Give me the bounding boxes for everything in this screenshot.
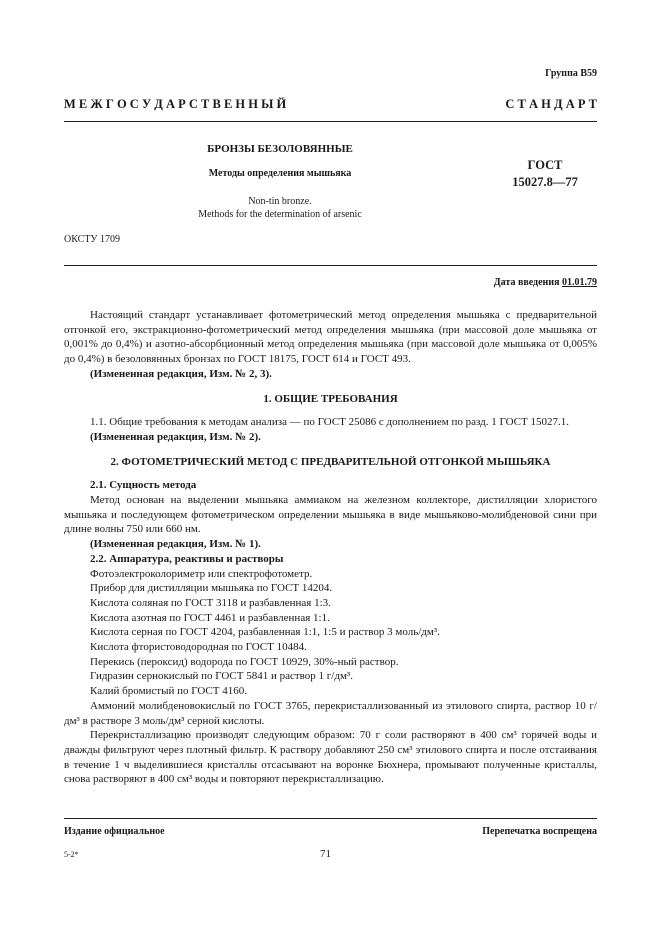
reprint-note: Перепечатка воспрещена (482, 826, 597, 837)
doc-subtitle-en: Methods for the determination of arsenic (198, 209, 362, 220)
doc-title-en: Non-tin bronze. (248, 196, 312, 207)
list-item: Кислота соляная по ГОСТ 3118 и разбавленная 1:3. (90, 596, 331, 609)
gost-code: 15027.8—77 (512, 175, 578, 189)
standard-banner (64, 97, 597, 112)
date-label: Дата введения (493, 277, 562, 288)
document-body (64, 308, 597, 787)
subsection-heading: 2.1. Сущность метода (90, 479, 197, 492)
revision-note: (Измененная редакция, Изм. № 1). (90, 538, 261, 551)
list-item: Калий бромистый по ГОСТ 4160. (90, 685, 247, 698)
print-mark: 5-2* (64, 850, 79, 859)
banner-right: С Т А Н Д А Р Т (505, 97, 597, 111)
list-item: Кислота серная по ГОСТ 4204, разбавленная 1:1, 1:5 и раствор 3 моль/дм³. (90, 626, 440, 639)
doc-title: БРОНЗЫ БЕЗОЛОВЯННЫЕ (207, 143, 353, 155)
gost-number (495, 157, 595, 191)
paragraph: 1.1. Общие требования к методам анализа — по ГОСТ 25086 с дополнением по разд. 1 ГОСТ 15027.1. (90, 416, 569, 429)
paragraph: Аммоний молибденовокислый по ГОСТ 3765, перекристаллизованный из этилового спирта, раствор 10 г/дм³ в растворе 3 моль/дм³ серной кислоты. (64, 699, 597, 727)
banner-left: М Е Ж Г О С У Д А Р С Т В Е Н Н Ы Й (64, 97, 287, 111)
list-item: Фотоэлектроколориметр или спектрофотометр. (90, 567, 313, 580)
footer-rule (64, 818, 597, 819)
paragraph: Перекристаллизацию производят следующим образом: 70 г соли растворяют в 400 см³ горячей воды и дважды фильтруют через плотный фильтр. К раствору добавляют 250 см³ этилового спирта и после отстаивания в течение 1 ч выделившиеся кристаллы отсасывают на воронке Бюхнера, промывают полученные кристаллы, снова растворяют в 400 см³ воды и повторяют перекристаллизацию. (64, 729, 597, 786)
date-value: 01.01.79 (562, 277, 597, 288)
list-item: Прибор для дистилляции мышьяка по ГОСТ 14204. (90, 582, 333, 595)
section-heading: 1. ОБЩИЕ ТРЕБОВАНИЯ (263, 392, 398, 405)
effective-date (494, 277, 597, 288)
paragraph: Метод основан на выделении мышьяка аммиаком на железном коллекторе, дистилляции хлористого мышьяка и последующем фотометрическом определении мышьяка в виде мышьяково-молибденовой сини при длине волны 750 или 660 нм. (64, 494, 597, 536)
subsection-heading: 2.2. Аппаратура, реактивы и растворы (90, 552, 284, 565)
page-number: 71 (320, 848, 331, 860)
revision-note: (Измененная редакция, Изм. № 2). (90, 430, 261, 443)
gost-label: ГОСТ (527, 158, 563, 172)
section-heading: 2. ФОТОМЕТРИЧЕСКИЙ МЕТОД С ПРЕДВАРИТЕЛЬНОЙ ОТГОНКОЙ МЫШЬЯКА (110, 455, 551, 468)
header-rule (64, 121, 597, 122)
list-item: Кислота азотная по ГОСТ 4461 и разбавленная 1:1. (90, 611, 330, 624)
group-code: Группа B59 (545, 68, 597, 79)
list-item: Перекись (пероксид) водорода по ГОСТ 10929, 30%-ный раствор. (90, 655, 399, 668)
list-item: Кислота фтористоводородная по ГОСТ 10484. (90, 641, 307, 654)
title-rule (64, 265, 597, 266)
intro-paragraph: Настоящий стандарт устанавливает фотометрический метод определения мышьяка с предварительной отгонкой его, экстракционно-фотометрический метод определения мышьяка (при массовой доле мышьяка от 0,001% до 0,4%) и азотно-абсорбционный метод определения мышьяка (при массовой доле мышьяка от 0,005% до 0,4%) в безоловянных бронзах по ГОСТ 18175, ГОСТ 614 и ГОСТ 493. (64, 309, 597, 366)
doc-subtitle: Методы определения мышьяка (208, 168, 352, 179)
edition-note: Издание официальное (64, 826, 165, 837)
revision-note: (Измененная редакция, Изм. № 2, 3). (90, 367, 272, 380)
oks-code: ОКСТУ 1709 (64, 234, 121, 245)
list-item: Гидразин сернокислый по ГОСТ 5841 и раствор 1 г/дм³. (90, 670, 353, 683)
